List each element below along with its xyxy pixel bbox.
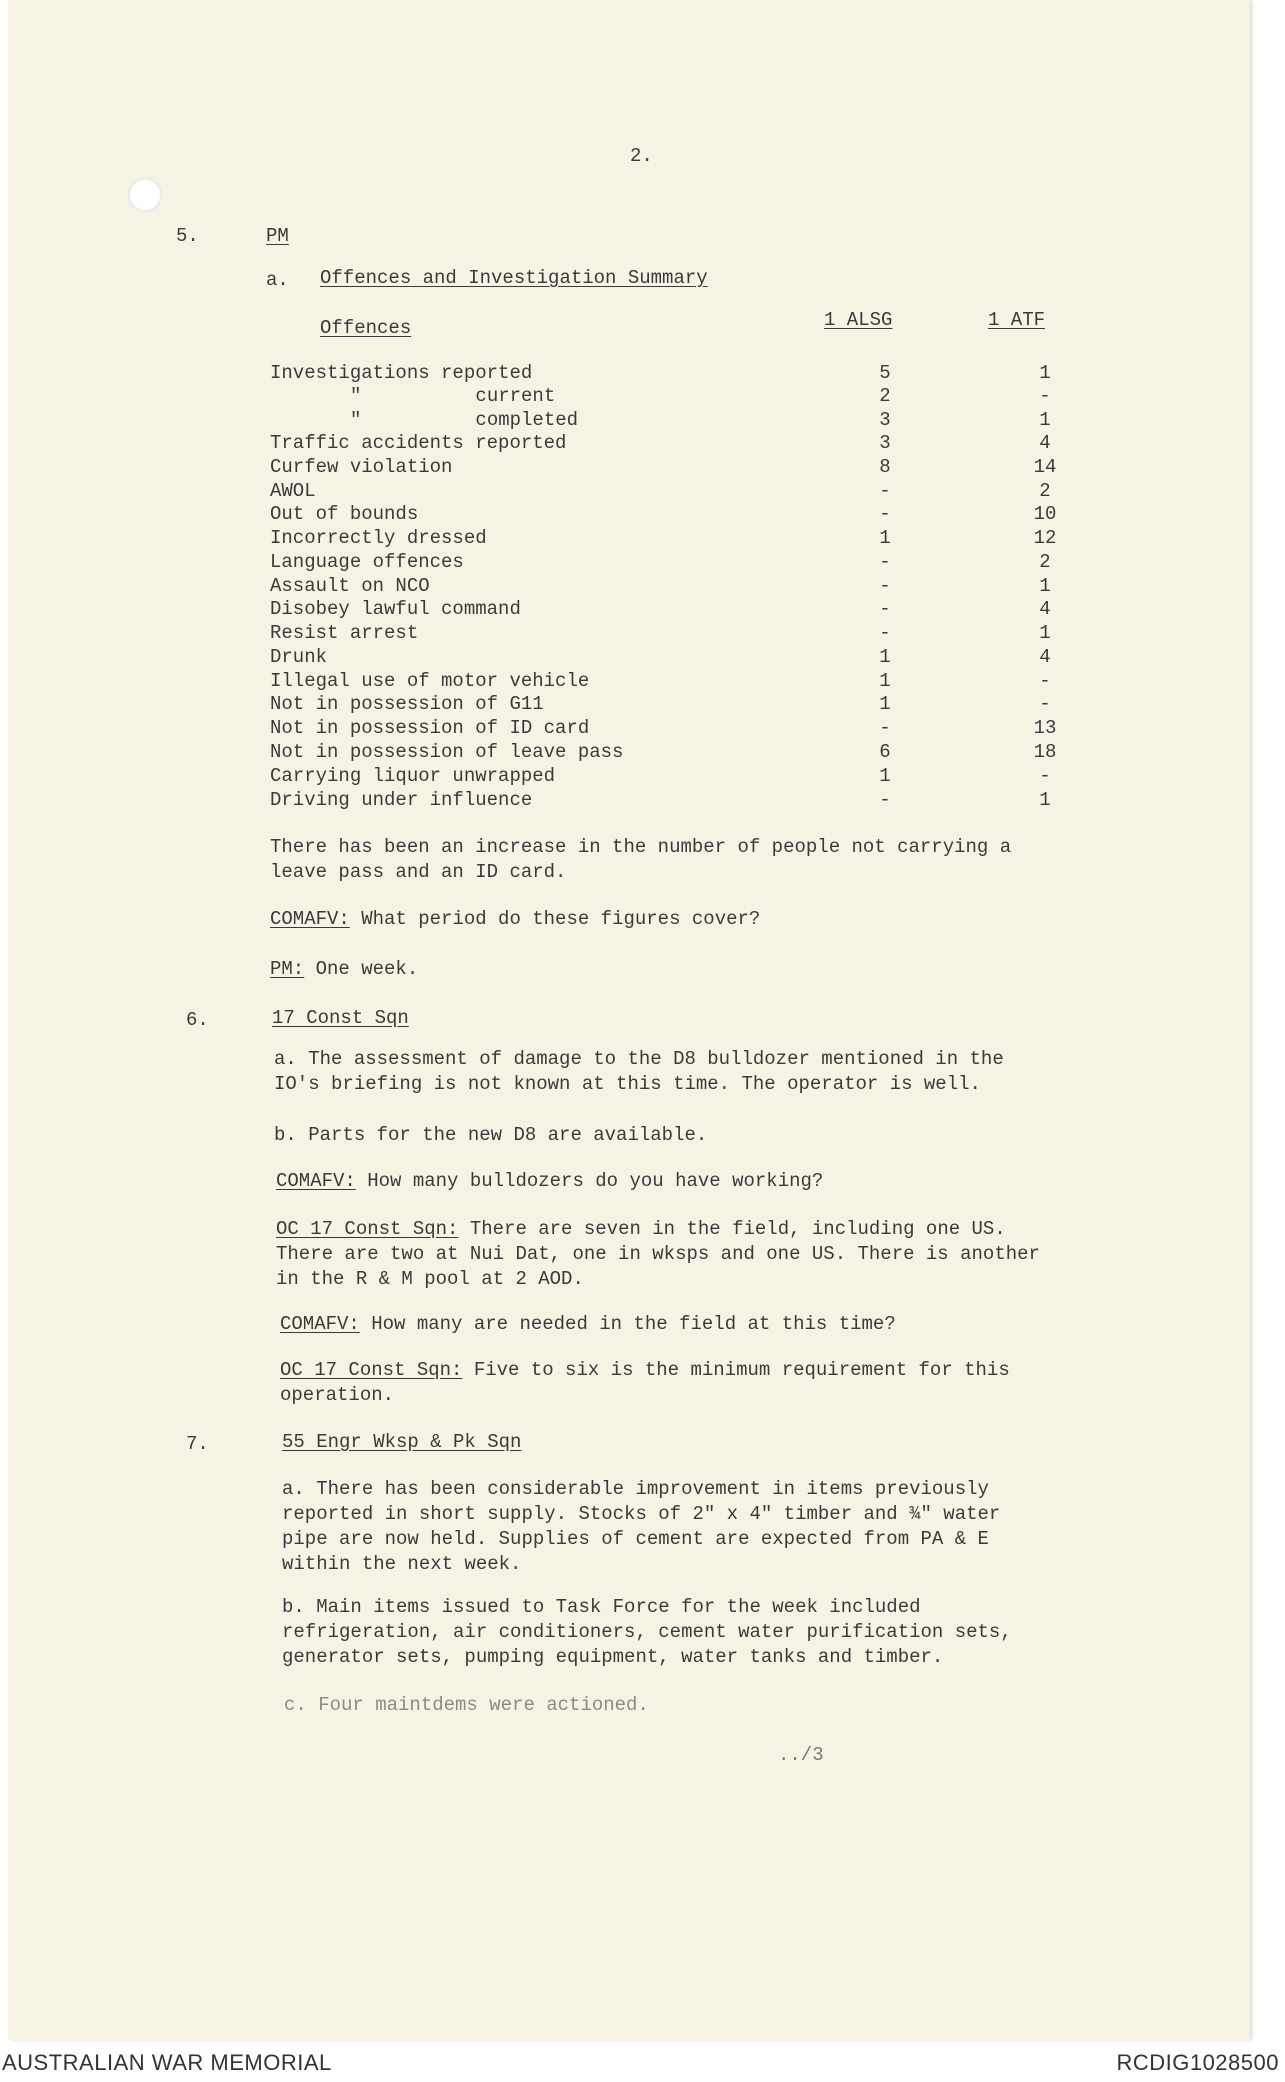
section-5-number: 5. bbox=[176, 225, 199, 247]
table-row: Traffic accidents reported 3 4 bbox=[270, 432, 1051, 454]
table-row: Not in possession of leave pass 6 18 bbox=[270, 741, 1057, 763]
section-6-title: 17 Const Sqn bbox=[272, 1007, 409, 1029]
table-row: Illegal use of motor vehicle 1 - bbox=[270, 670, 1051, 692]
table-row: " current 2 - bbox=[350, 385, 1051, 407]
section-7-title: 55 Engr Wksp & Pk Sqn bbox=[282, 1431, 522, 1453]
table-row: Not in possession of ID card - 13 bbox=[270, 717, 1057, 739]
footer-record-id: RCDIG1028500 bbox=[1116, 2050, 1279, 2075]
table-row: Incorrectly dressed 1 12 bbox=[270, 527, 1057, 549]
table-row: Disobey lawful command - 4 bbox=[270, 598, 1051, 620]
section-5-note: There has been an increase in the number of people not carrying a leave pass and an ID card. bbox=[270, 836, 1012, 883]
table-row: Language offences - 2 bbox=[270, 551, 1051, 573]
section-6-answer-1: OC 17 Const Sqn: There are seven in the field, including one US. There are two at Nui Dat, one in wksps and one US. There is another in the R & M pool at 2 AOD. bbox=[276, 1218, 1040, 1290]
table-row: Drunk 1 4 bbox=[270, 646, 1051, 668]
section-6-number: 6. bbox=[186, 1009, 209, 1031]
table-row: " completed 3 1 bbox=[350, 409, 1051, 431]
section-7-number: 7. bbox=[186, 1433, 209, 1455]
section-5a-title: Offences and Investigation Summary bbox=[320, 267, 708, 289]
section-6a: a. The assessment of damage to the D8 bulldozer mentioned in the IO's briefing is not known at this time. The operator is well. bbox=[274, 1048, 1004, 1095]
table-row: Curfew violation 8 14 bbox=[270, 456, 1057, 478]
table-row: Driving under influence - 1 bbox=[270, 789, 1051, 811]
section-7c: c. Four maintdems were actioned. bbox=[284, 1694, 649, 1716]
section-5-answer: PM: One week. bbox=[270, 958, 419, 980]
section-7b: b. Main items issued to Task Force for the week included refrigeration, air conditioners, cement water purification sets, generator sets, pumping equipment, water tanks and timber. bbox=[282, 1596, 1012, 1668]
table-row: AWOL - 2 bbox=[270, 480, 1051, 502]
continuation-marker: ../3 bbox=[778, 1744, 824, 1766]
table-header-1atf: 1 ATF bbox=[988, 309, 1046, 331]
section-6b: b. Parts for the new D8 are available. bbox=[274, 1124, 708, 1146]
table-header-1alsg: 1 ALSG bbox=[824, 309, 893, 331]
table-row: Assault on NCO - 1 bbox=[270, 575, 1051, 597]
punch-hole bbox=[128, 178, 162, 212]
table-header-offences: Offences bbox=[320, 317, 412, 339]
section-6-question-2: COMAFV: How many are needed in the field at this time? bbox=[280, 1313, 896, 1335]
table-row: Not in possession of G11 1 - bbox=[270, 693, 1051, 715]
footer-source: AUSTRALIAN WAR MEMORIAL bbox=[2, 2050, 332, 2075]
table-row: Resist arrest - 1 bbox=[270, 622, 1051, 644]
table-row: Carrying liquor unwrapped 1 - bbox=[270, 765, 1051, 787]
section-5a-label: a. bbox=[266, 269, 289, 291]
table-row: Investigations reported 5 1 bbox=[270, 362, 1051, 384]
section-7a: a. There has been considerable improvement in items previously reported in short supply. Stocks of 2" x 4" timber and ¾" water pipe are now held. Supplies of cement are expected from PA & E within the next week. bbox=[282, 1478, 1001, 1575]
document-page bbox=[8, 0, 1250, 2040]
section-5-question: COMAFV: What period do these figures cover? bbox=[270, 908, 761, 930]
page-number: 2. bbox=[630, 145, 653, 167]
section-6-question-1: COMAFV: How many bulldozers do you have working? bbox=[276, 1170, 824, 1192]
section-6-answer-2: OC 17 Const Sqn: Five to six is the minimum requirement for this operation. bbox=[280, 1359, 1010, 1406]
section-5-title: PM bbox=[266, 225, 289, 247]
table-row: Out of bounds - 10 bbox=[270, 503, 1057, 525]
